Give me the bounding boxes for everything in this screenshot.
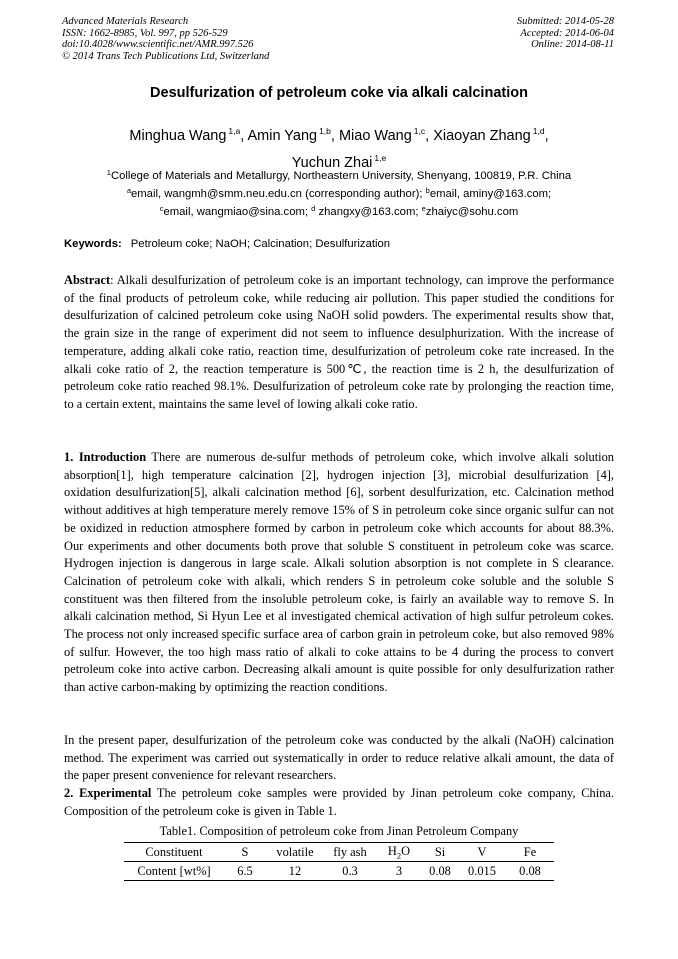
- table-cell: 6.5: [237, 864, 253, 878]
- table-cell: 12: [288, 864, 302, 878]
- table-cell: 3: [395, 864, 403, 878]
- table-header: $H_2O$: [387, 844, 411, 861]
- table-header: S: [241, 845, 249, 859]
- table-cell: 0.08: [519, 864, 541, 878]
- table-header: Constituent: [145, 845, 203, 859]
- author-list: Minghua Wang $^{1,a}$, Amin Yang $^{1,b}$, Miao Wang $^{1,c}$, Xiaoyan Zhang $^{1,d}$, Yuchun Zhai $^{1,e}$: [129, 126, 549, 171]
- table-header: Si: [434, 845, 446, 859]
- author-name: Minghua Wang: [129, 128, 227, 144]
- abstract-text: : Alkali desulfurization of petroleum coke is an important technology, can improve the performance of the final products of petroleum coke, while reducing air pollution. This paper studied the conditions for desulfurization of calcined petroleum coke using NaOH solid powders. The experimental results show that, the grain size in the range of experiment did not seem to influence desulphurization. With the increase of temperature, adding alkali coke ratio, reaction time, desulfurization of petroleum coke rate increased. In the alkali coke ratio of 2, the reaction temperature is 500℃, the reaction time is 2 h, the desulfurization of petroleum coke ratio reached 98.1%. Desulfurization of petroleum coke rate by prolonging the reaction time, to a certain extent, maintains the same level of lowing alkali coke ratio.: [64, 273, 614, 411]
- composition-table: [124, 842, 554, 881]
- journal-issn: ISSN: 1662-8985, Vol. 997, pp 526-529: [62, 27, 228, 39]
- author-sup: 1,d: [532, 126, 545, 136]
- author-name: Xiaoyan Zhang: [433, 128, 531, 144]
- author-sup: 1,e: [374, 153, 387, 163]
- journal-header-left: [62, 16, 269, 62]
- email-line-1: $^a$email, wangmh@smm.neu.edu.cn (corresponding author); $^b$email, aminy@163.com;: [126, 186, 552, 200]
- author-name: Yuchun Zhai: [291, 155, 373, 171]
- email-c: email, wangmiao@sina.com;: [163, 206, 312, 218]
- table-cell: 0.3: [342, 864, 358, 878]
- affiliation: $^1$College of Materials and Metallurgy, Northeastern University, Shenyang, 100819, P.R. China: [106, 168, 572, 182]
- table-cell: 0.08: [429, 864, 451, 878]
- introduction-text: There are numerous de-sulfur methods of petroleum coke, which involve alkali solution absorption[1], high temperature calcination [2], hydrogen injection [3], microbial desulfurization [4], oxidation desulfurization[5], alkali calcination method [6], sorbent desulfurization, etc. Calcination method without additives at high temperature merely remove 15% of S in petroleum coke since organic sulfur can not be oxidized in reduction atmosphere formed by carbon in petroleum coke which accounts for about 88.3%. Our experiments and other documents both prove that soluble S constituent in petroleum coke was scarce. Hydrogen injection is dangerous in large scale. Alkali solution absorption is not complete in S clearance. Calcination of petroleum coke with alkali, which renders S in petroleum coke soluble and the soluble S constituent was then filtered from the insoluble petroleum coke, is fairly an available way to remove S. In alkali calcination method, Si Hyun Lee et al investigated chemical activation of high sulfur petroleum cokes. The process not only increased specific surface area of carbon grain in petroleum coke, but also removed 98% of sulfur. However, the too high mass ratio of alkali to coke attains to be 4 during the process to convert petroleum coke into active carbon. Decreasing alkali amount is quite possible for only desulfurization rather than active carbon-making by optimizing the reaction conditions.: [64, 450, 614, 695]
- table-caption: Table1. Composition of petroleum coke from Jinan Petroleum Company: [159, 824, 519, 838]
- abstract: [64, 272, 614, 414]
- experimental-heading: 2. Experimental: [64, 786, 152, 800]
- journal-copyright: © 2014 Trans Tech Publications Ltd, Switzerland: [62, 50, 270, 62]
- table-header: volatile: [276, 845, 314, 859]
- journal-name: Advanced Materials Research: [62, 16, 189, 27]
- table-row: [124, 862, 554, 881]
- experimental-text: The petroleum coke samples were provided by Jinan petroleum coke company, China. Composition of the petroleum coke is given in Table 1.: [64, 786, 614, 818]
- keywords: [64, 238, 390, 250]
- email-a: email, wangmh@smm.neu.edu.cn (corresponding author);: [130, 188, 426, 200]
- table-header: Fe: [523, 845, 537, 859]
- journal-doi: doi:10.4028/www.scientific.net/AMR.997.526: [62, 39, 254, 50]
- submitted-date: Submitted: 2014-05-28: [516, 16, 614, 27]
- paper-title: Desulfurization of petroleum coke via alkali calcination: [150, 85, 528, 101]
- introduction-section: [64, 449, 614, 697]
- table-cell: 0.015: [468, 864, 496, 878]
- introduction-paragraph-2: In the present paper, desulfurization of the petroleum coke was conducted by the alkali (NaOH) calcination method. The experiment was carried out systematically in order to reduce relative alkali amount, the data of the paper present convenience for relevant researchers.: [64, 733, 614, 783]
- introduction-heading: 1. Introduction: [64, 450, 147, 464]
- keywords-text: Petroleum coke; NaOH; Calcination; Desulfurization: [130, 238, 391, 250]
- email-d: zhangxy@163.com;: [315, 206, 422, 218]
- table-cell: Content [wt%]: [137, 864, 211, 878]
- experimental-section: [64, 785, 614, 820]
- author-sup: 1,a: [228, 126, 241, 136]
- email-b: email, aminy@163.com;: [429, 188, 552, 200]
- accepted-date: Accepted: 2014-06-04: [520, 27, 614, 39]
- author-sup: 1,b: [319, 126, 331, 136]
- author-name: Amin Yang: [247, 128, 318, 144]
- journal-header-right: [517, 16, 614, 51]
- table-header: V: [477, 845, 487, 859]
- author-sup: 1,c: [413, 126, 426, 136]
- abstract-label: Abstract: [64, 273, 111, 287]
- table-header-row: [124, 843, 554, 862]
- email-line-2: $^c$email, wangmiao@sina.com; $^d$ zhangxy@163.com; $^e$zhaiyc@sohu.com: [159, 204, 519, 218]
- email-e: zhaiyc@sohu.com: [425, 206, 519, 218]
- online-date: Online: 2014-08-11: [531, 39, 614, 50]
- table-header: fly ash: [333, 845, 367, 859]
- keywords-label: Keywords:: [64, 238, 122, 250]
- author-name: Miao Wang: [338, 128, 412, 144]
